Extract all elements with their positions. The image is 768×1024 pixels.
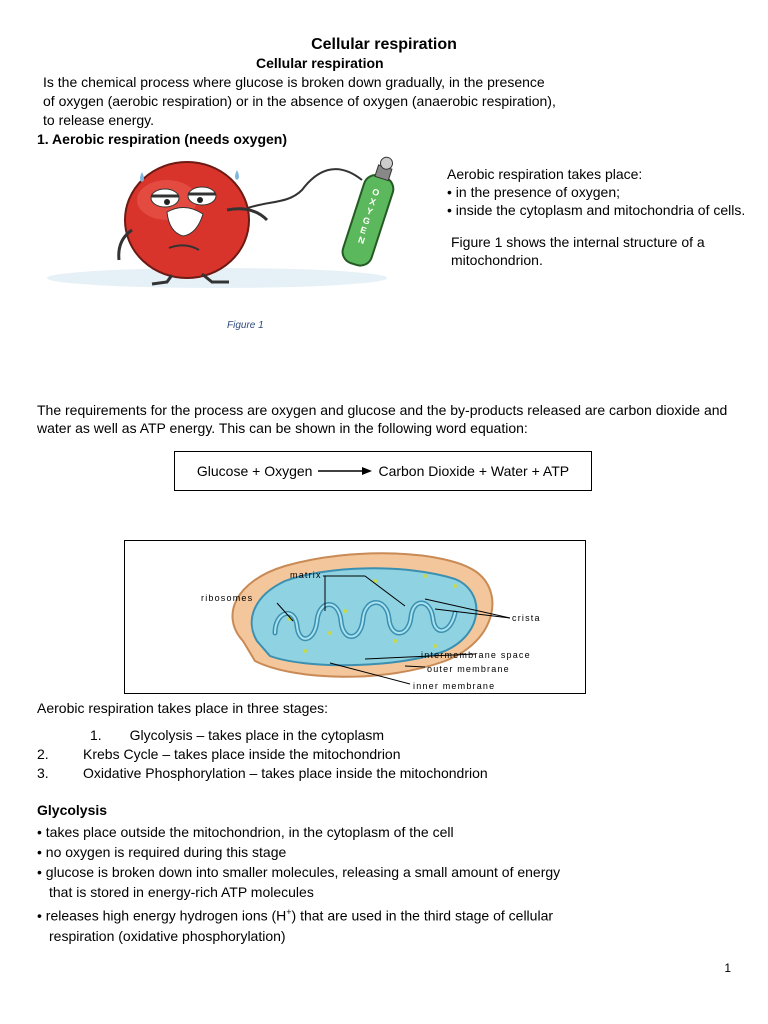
stage-text: Oxidative Phosphorylation – takes place inside the mitochondrion <box>83 765 488 781</box>
list-item: • glucose is broken down into smaller molecules, releasing a small amount of energy <box>37 864 561 880</box>
arrow-right-icon <box>318 466 372 476</box>
side-bullet: • inside the cytoplasm and mitochondria of cells. <box>447 202 746 218</box>
stage-text: Glycolysis – takes place in the cytoplasm <box>129 727 385 743</box>
intro-paragraph <box>43 73 643 130</box>
label-ribosomes: ribosomes <box>201 593 254 603</box>
tank-letter: X <box>368 196 378 208</box>
equation-reactants: Glucose + Oxygen <box>196 463 313 479</box>
page-title: Cellular respiration <box>311 36 457 53</box>
label-inner-membrane: inner membrane <box>413 681 496 691</box>
superscript-plus: + <box>286 907 292 917</box>
list-item <box>37 902 737 926</box>
label-matrix: matrix <box>290 570 322 580</box>
stage-number: 2. <box>37 746 49 762</box>
red-blood-cell-cartoon <box>37 150 427 290</box>
stage-number: 3. <box>37 765 49 781</box>
page-number: 1 <box>724 961 731 975</box>
stage-item <box>37 765 488 781</box>
section-heading-glycolysis: Glycolysis <box>37 802 108 818</box>
list-item-continued: that is stored in energy-rich ATP molecules <box>49 884 314 900</box>
side-intro: Aerobic respiration takes place: <box>447 166 643 182</box>
label-intermembrane-space: intermembrane space <box>421 650 531 660</box>
label-outer-membrane: outer membrane <box>427 664 510 674</box>
intro-line: Is the chemical process where glucose is broken down gradually, in the presence <box>43 74 545 90</box>
equation-products: Carbon Dioxide + Water + ATP <box>378 463 570 479</box>
stage-item <box>90 727 384 743</box>
word-equation-box <box>174 451 592 491</box>
page-subtitle: Cellular respiration <box>256 55 384 71</box>
tank-letter: O <box>370 186 381 199</box>
side-bullet: • in the presence of oxygen; <box>447 184 621 200</box>
mitochondrion-diagram <box>124 540 586 694</box>
list-item-text: ) that are used in the third stage of cellular <box>291 907 554 924</box>
figure-reference: Figure 1 shows the internal structure of a mitochondrion. <box>451 234 705 268</box>
list-item-continued: respiration (oxidative phosphorylation) <box>49 927 286 944</box>
list-item: • no oxygen is required during this stage <box>37 844 287 860</box>
cartoon-illustration <box>37 150 427 290</box>
intro-line: to release energy. <box>43 112 155 128</box>
tank-letter: G <box>361 215 372 227</box>
stage-number: 1. <box>90 727 102 743</box>
figure-caption: Figure 1 <box>227 320 264 331</box>
list-item: • takes place outside the mitochondrion, in the cytoplasm of the cell <box>37 824 454 840</box>
glycolysis-bullet-list <box>37 822 737 946</box>
intro-line: of oxygen (aerobic respiration) or in the absence of oxygen (anaerobic respiration), <box>43 93 556 109</box>
label-crista: crista <box>512 613 541 623</box>
tank-letter: Y <box>365 205 374 218</box>
section-heading-aerobic: 1. Aerobic respiration (needs oxygen) <box>37 131 287 147</box>
tank-letter: E <box>358 224 368 237</box>
stage-item <box>37 746 401 762</box>
stages-intro: Aerobic respiration takes place in three stages: <box>37 700 329 716</box>
tank-letter: N <box>356 234 367 247</box>
requirements-paragraph: The requirements for the process are oxygen and glucose and the by-products released are carbon dioxide and water as well as ATP energy. This can be shown in the following word equation: <box>37 402 728 436</box>
aerobic-location-text <box>447 165 747 269</box>
stage-text: Krebs Cycle – takes place inside the mitochondrion <box>83 746 401 762</box>
list-item-text: • releases high energy hydrogen ions (H <box>37 907 287 924</box>
